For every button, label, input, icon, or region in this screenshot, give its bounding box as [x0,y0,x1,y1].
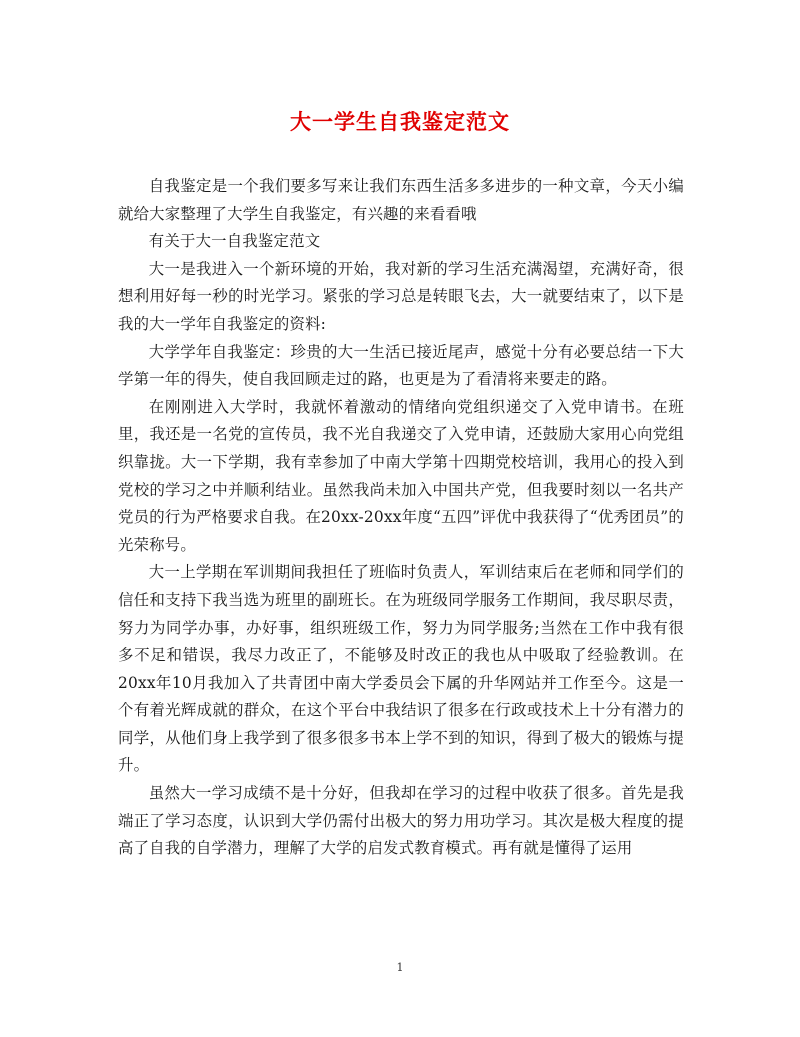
paragraph-opening: 大一是我进入一个新环境的开始，我对新的学习生活充满渴望，充满好奇，很想利用好每一秒的时光学习。紧张的学习总是转眼飞去，大一就要结束了，以下是我的大一学年自我鉴定的资料: [118,259,684,333]
paragraph-class-work: 大一上学期在军训期间我担任了班临时负责人，军训结束后在老师和同学们的信任和支持下我当选为班里的副班长。在为班级同学服务工作期间，我尽职尽责，努力为同学办事，办好事，组织班级工作，努力为同学服务;当然在工作中我有很多不足和错误，我尽力改正了，不能够及时改正的我也从中吸取了经验教训。在20xx年10月我加入了共青团中南大学委员会下属的升华网站并工作至今。这是一个有着光辉成就的群众，在这个平台中我结识了很多在行政或技术上十分有潜力的同学，从他们身上我学到了很多很多书本上学不到的知识，得到了极大的锻炼与提升。 [118,563,684,775]
paragraph-party: 在刚刚进入大学时，我就怀着激动的情绪向党组织递交了入党申请书。在班里，我还是一名党的宣传员，我不光自我递交了入党申请，还鼓励大家用心向党组织靠拢。大一下学期，我有幸参加了中南大学第十四期党校培训，我用心的投入到党校的学习之中并顺利结业。虽然我尚未加入中国共产党，但我要时刻以一名共产党员的行为严格要求自我。在20xx-20xx年度“五四”评优中我获得了“优秀团员”的光荣称号。 [118,397,684,554]
paragraph-summary: 大学学年自我鉴定：珍贵的大一生活已接近尾声，感觉十分有必要总结一下大学第一年的得失，使自我回顾走过的路，也更是为了看清将来要走的路。 [118,342,684,389]
document-body [118,173,684,863]
paragraph-intro: 自我鉴定是一个我们要多写来让我们东西生活多多进步的一种文章，今天小编就给大家整理了大学生自我鉴定，有兴趣的来看看哦 [118,177,684,223]
page-number: 1 [396,961,404,974]
paragraph-subheading: 有关于大一自我鉴定范文 [148,232,321,251]
paragraph-study: 虽然大一学习成绩不是十分好，但我却在学习的过程中收获了很多。首先是我端正了学习态度，认识到大学仍需付出极大的努力用功学习。其次是极大程度的提高了自我的自学潜力，理解了大学的启发式教育模式。再有就是懂得了运用 [118,784,684,858]
document-title: 大一学生自我鉴定范文 [290,109,510,134]
